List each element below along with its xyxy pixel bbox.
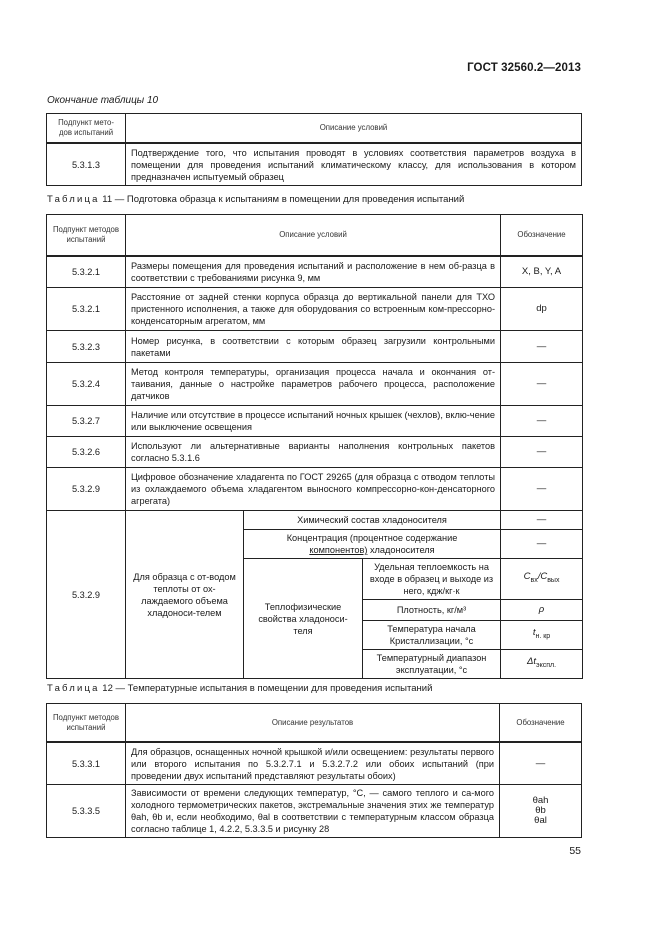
row-text: Зависимости от времени следующих температур, °С, — самого теплого и са-мого холодного термометрических пакетов, экстремальные значения этих же температур θah, θb и, если необходимо, θal в соответствии с температурным классом образца согласно таблице 1, 4.2.2, 5.3.3.5 и рисунку 28: [126, 785, 500, 838]
column-header: Описание условий: [126, 114, 582, 144]
table-11-caption: Таблица 11 — Подготовка образца к испытаниям в помещении для проведения испытаний: [47, 194, 465, 205]
row-symbol: dp: [501, 288, 583, 331]
property-symbol: $C_{вх}/C_{вых}$: [501, 559, 583, 600]
property-symbol: ρ: [501, 600, 583, 621]
row-symbol: —: [501, 406, 583, 437]
property-symbol: $\Delta t_{экспл.}$: [501, 650, 583, 679]
row-text: Подтверждение того, что испытания проводят в условиях соответствия параметров воздуха в помещении для проведения испытаний климатическому классу, для использования в котором предназначен испытуемый образец: [126, 143, 582, 186]
property-label: Плотность, кг/м³: [363, 600, 501, 621]
property-label: Температура начала Кристаллизации, °с: [363, 621, 501, 650]
row-ref: 5.3.2.3: [47, 331, 126, 363]
row-ref: 5.3.2.1: [47, 288, 126, 331]
column-header: Описание условий: [126, 215, 501, 257]
table-row: [47, 143, 582, 186]
row-text: Цифровое обозначение хладагента по ГОСТ 29265 (для образца с отводом теплоты из охлаждаемого объема хладагентом выносного компрессорно-кон-денсаторного агрегата): [126, 468, 501, 511]
row-text: Номер рисунка, в соответствии с которым образец загрузили контрольными пакетами: [126, 331, 501, 363]
column-header: Описание результатов: [126, 704, 500, 743]
row-ref: 5.3.2.1: [47, 256, 126, 288]
table-12-caption: Таблица 12 — Температурные испытания в помещении для проведения испытаний: [47, 683, 433, 694]
table-row: [47, 256, 583, 288]
row-text: Расстояние от задней стенки корпуса образца до вертикальной панели для ТХО пристенного исполнения, а также для оборудования со встроенным ком-прессорно-конденсаторным агрегатом, мм: [126, 288, 501, 331]
column-header: Обозначение: [501, 215, 583, 257]
table-row: [47, 742, 582, 785]
table-10: [46, 113, 582, 186]
table-row: [47, 785, 582, 838]
table-row: [47, 468, 583, 511]
row-ref: 5.3.2.9: [47, 511, 126, 679]
row-text: Размеры помещения для проведения испытаний и расположение в нем об-разца в соответствии с требованиями рисунка 9, мм: [126, 256, 501, 288]
table-row: [47, 511, 583, 530]
row-ref: 5.3.2.4: [47, 363, 126, 406]
column-header: Подпункт методов испытаний: [47, 704, 126, 743]
row-symbol: —: [501, 331, 583, 363]
row-ref: 5.3.2.7: [47, 406, 126, 437]
row-text: Используют ли альтернативные варианты наполнения контрольных пакетов согласно 5.3.1.6: [126, 437, 501, 468]
table-continuation-caption: Окончание таблицы 10: [47, 95, 159, 106]
row-symbol: —: [501, 363, 583, 406]
column-header: Подпункт мето-дов испытаний: [47, 114, 126, 144]
table-11: [46, 214, 583, 679]
row-symbol: —: [501, 437, 583, 468]
row-ref: 5.3.3.1: [47, 742, 126, 785]
row-ref: 5.3.1.3: [47, 143, 126, 186]
column-header: Обозначение: [500, 704, 582, 743]
row-symbol: —: [501, 530, 583, 559]
row-symbol: θah θb θal: [500, 785, 582, 838]
table-12: [46, 703, 582, 838]
row-ref: 5.3.3.5: [47, 785, 126, 838]
table-row: [47, 406, 583, 437]
page-number: 55: [569, 845, 581, 857]
conc-label: Концентрация (процентное содержание компонентов) хладоносителя: [244, 530, 501, 559]
table-row: [47, 331, 583, 363]
document-code: ГОСТ 32560.2—2013: [467, 62, 581, 74]
row-ref: 5.3.2.9: [47, 468, 126, 511]
group-label: Для образца с от-водом теплоты от ох-лаждаемого объема хладоноси-телем: [126, 511, 244, 679]
table-row: [47, 437, 583, 468]
column-header: Подпункт методов испытаний: [47, 215, 126, 257]
row-symbol: —: [501, 511, 583, 530]
row-text: Метод контроля температуры, организация процесса начала и окончания от-таивания, данные о настройке параметров рабочего процесса, расположение датчиков: [126, 363, 501, 406]
row-text: Для образцов, оснащенных ночной крышкой и/или освещением: результаты первого или второго испытания по 5.3.2.7.1 и 5.3.2.7.2 или обоих испытаний (при проведении двух испытаний представляют результаты обоих): [126, 742, 500, 785]
row-symbol: —: [501, 468, 583, 511]
property-label: Температурный диапазон эксплуатации, °с: [363, 650, 501, 679]
row-text: Наличие или отсутствие в процессе испытаний ночных крышек (чехлов), вклю-чение или выключение освещения: [126, 406, 501, 437]
row-ref: 5.3.2.6: [47, 437, 126, 468]
row-symbol: X, B, Y, A: [501, 256, 583, 288]
table-row: [47, 363, 583, 406]
row-symbol: —: [500, 742, 582, 785]
property-label: Удельная теплоемкость на входе в образец и выходе из него, кдж/кг·к: [363, 559, 501, 600]
chem-label: Химический состав хладоносителя: [244, 511, 501, 530]
thermo-label: Теплофизические свойства хладоноси-теля: [244, 559, 363, 679]
property-symbol: $t_{н. кр}$: [501, 621, 583, 650]
table-row: [47, 288, 583, 331]
